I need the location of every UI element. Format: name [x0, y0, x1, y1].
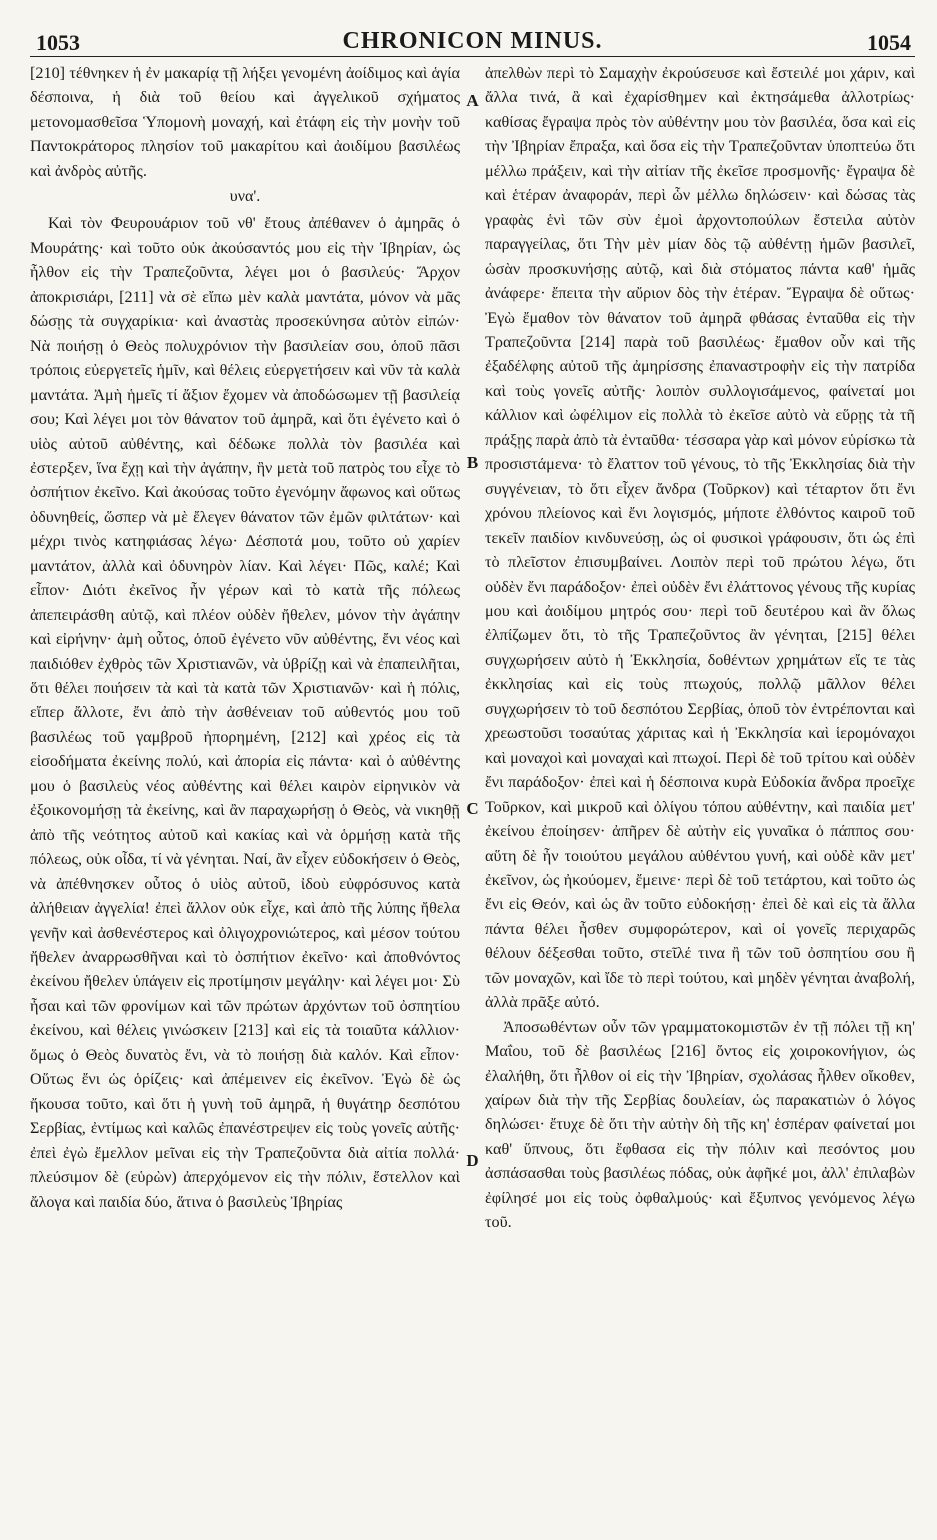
running-head: [30, 22, 915, 57]
right-column: [485, 61, 915, 1235]
section-number: υνα'.: [229, 188, 261, 206]
running-title: CHRONICON MINUS.: [342, 28, 603, 54]
paragraph: Ἀποσωθέντων οὖν τῶν γραμματοκομιστῶν ἐν τῇ πόλει τῇ κη' Μαΐου, τοῦ δὲ βασιλέως [216] ὄντος εἰς χοιροκονήγιον, ὡς ἐλαλήθη, ὅτι ἦλθον οἱ εἰς τὴν Ἰβηρίαν, σχολάσας ἦλθεν οἴκοθεν, χαίρων διὰ τὴν τῆς Σερβίας δουλείαν, ὡς παρακατιὼν ὁ λόγος δηλώσει· ἔτυχε δὲ ὅτι τὴν αὐτὴν δὴ τῆς κη' ἑσπέραν φαίνεταί μοι καθ' ὕπνους, ὅτι ἔφθασα εἰς τὴν πόλιν καὶ πεσόντος μου ἀσπάσασθαι τοὺς βασιλέως πόδας, οὐκ ἀφῆκέ μοι, ἀλλ' ἐπιλαβὼν ἐφίλησέ μοι εἰς τοὺς ὀφθαλμούς· καὶ ἔξυπνος γενόμενος λέγω τοῦ.: [485, 1017, 915, 1232]
margin-letter: C: [466, 799, 479, 818]
two-column-body: [30, 61, 915, 1235]
page-number-left: 1053: [36, 30, 80, 55]
margin-letter: B: [466, 453, 479, 472]
paragraph: [210] τέθνηκεν ἡ ἐν μακαρίᾳ τῇ λήξει γενομένη ἀοίδιμος καὶ ἁγία δέσποινα, ἡ διὰ τοῦ θείου καὶ ἀγγελικοῦ σχήματος μετονομασθεῖσα Ὑπομονὴ μοναχή, καὶ ἐτάφη εἰς τὴν μονὴν τοῦ Παντοκράτορος πλησίον τοῦ μακαρίτου καὶ ἀοιδίμου βασιλέως καὶ ἀνδρὸς αὐτῆς.: [30, 64, 460, 180]
left-column: [30, 61, 460, 1235]
paragraph: ἀπελθὼν περὶ τὸ Σαμαχὴν ἐκρούσευσε καὶ ἔστειλέ μοι χάριν, καὶ ἄλλα τινά, ἃ καὶ ἐχαρίσθημεν καὶ ἐκτησάμεθα ἀλλοτρίως· καθίσας ἔγραψα πρὸς τὸν αὐθέντην μου τὸν βασιλέα, ὅσα καὶ εἰς τὴν Ἰβηρίαν ἔπραξα, καὶ ὅσα εἰς τὴν Τραπεζοῦνταν ὑποπτεύω ὅτι μέλλω πράξειν, καὶ τὴν αἰτίαν τῆς ἐκεῖσε προσμονῆς· ἔγραψα δὲ καὶ ἑτέραν ἀναφοράν, περὶ ὧν μέλλω δηλώσειν· καὶ δώσας τὰς γραφὰς ἑνὶ τῶν σὺν ἐμοὶ ἀρχοντοπούλων ἔστειλα αὐτὸν παραγγείλας, ὅτι Τὴν μὲν μίαν δὸς τῷ αὐθέντῃ ἡμῶν βασιλεῖ, ὡσὰν προσκυνήσῃς αὐτῷ, καὶ διὰ στόματος πάντα καθ' ἡμᾶς ἀνάφερε· ἔπειτα τὴν αὔριον δὸς τὴν ἑτέραν. Ἔγραψα δὲ οὕτως· Ἐγὼ ἔμαθον τὸν θάνατον τοῦ ἀμηρᾶ φθάσας ἐνταῦθα εἰς τὴν Τραπεζοῦντα [214] παρὰ τοῦ βασιλέως· ἔμαθον οὖν καὶ τῆς ἐξαδέλφης αὐτοῦ τῆς ἀμηρίσσης ἐπαναστροφὴν εἰς τὴν πατρίδα καὶ τοὺς γονεῖς αὐτῆς· λοιπὸν συλλογισάμενος, φαίνεταί μοι κάλλιον καὶ ὠφέλιμον εἰς πολλὰ τὸ ἐκεῖσε αὐτὸ νὰ εὕρῃς τὰ τῆ πράξῃς παρὰ ἀπὸ τὰ ἐνταῦθα· τέσσαρα γὰρ καὶ μόνον εὑρίσκω τὰ προσιστάμενα· τὸ ἔλαττον τοῦ γένους, τὸ τῆς Ἐκκλησίας διὰ τὴν συγγένειαν, τὸ ὅτι εἶχεν ἄνδρα (Τοῦρκον) καὶ τέταρτον ὅτι ἔνι χρόνου πλείονος καὶ ἔνι λογισμός, μήποτε ἐλθόντος καιροῦ τοῦ τεκεῖν παιδίον κινδυνεύσῃ, ὡς οἱ φυσικοὶ γράφουσιν, ὅτι ὡς ἐπὶ τὸ πλεῖστον ἐπισυμβαίνει. Λοιπὸν περὶ τοῦ πρώτου λέγω, ὅτι οὐδὲν ἔνι παράδοξον· ἐπεὶ οὐδὲν ἔνι ἐλάττονος γένους τῆς κυρίας μου καὶ ἀοιδίμου μητρός σου· περὶ τοῦ δευτέρου καὶ ἂν ὅλως ἐλπίζωμεν ὅτι, τὸ τῆς Τραπεζοῦντος ἂν γένηται, [215] θέλει συγχωρήσειν αὐτὸ ἡ Ἐκκλησία, δοθέντων χρημάτων εἴς τε τὰς ἐκκλησίας καὶ εἰς τοὺς πτωχούς, πολλῷ μᾶλλον θέλει συγχωρήσειν τὸ τοῦ δεσπότου Σερβίας, ὁποῦ τὸν ἐντρέπονται καὶ χρεωστοῦσι τοσαύτας χάριτας καὶ ἡ Ἐκκλησία καὶ ἱερομόναχοι καὶ μοναχοὶ καὶ μοναχαὶ καὶ πτωχοί. Περὶ δὲ τοῦ τρίτου καὶ οὐδὲν ἔνι παράδοξον· ἐπεὶ καὶ ἡ δέσποινα κυρὰ Εὐδοκία ἄνδρα προεῖχε Τοῦρκον, καὶ μικροῦ καὶ ὀλίγου τόπου αὐθέντην, καὶ παιδία μετ' ἐκείνου ἐποίησεν· ἀπῆρεν δὲ αὐτὴν εἰς γυναῖκα ὁ πάππος σου· αὕτη δὲ ἦν τοιούτου μεγάλου αὐθέντου γυνή, καὶ οὐδὲ κἂν μετ' ἐκεῖνον, ὡς ἠκούομεν, ἔμεινε· περὶ δὲ τοῦ τετάρτου, καὶ τοῦτο ὡς ἔνι εἰς Θεόν, καὶ ὡς ἂν τοῦτο εὐδοκήσῃ· ἐπεὶ δὲ καὶ εἰς τὰ ἄλλα πάντα θέλει ἦσθεν συμφορώτερον, καὶ οἱ γονεῖς περιχαρῶς θέλουν δέξεσθαι τοῦτο, στεῖλέ τινα ἢ τῶν τοῦ ὀσπητίου σου ἢ τῶν μοναχῶν, καὶ ἴδε τὸ περὶ τούτου, καὶ μηδὲν γένηται ἀναβολή, ἀλλὰ πρᾶξε αὐτό.: [485, 64, 915, 1012]
margin-letter: A: [466, 91, 479, 110]
paragraph: Καὶ τὸν Φευρουάριον τοῦ νθ' ἔτους ἀπέθανεν ὁ ἀμηρᾶς ὁ Μουράτης· καὶ τοῦτο οὐκ ἀκούσαντός μου εἰς τὴν Ἰβηρίαν, ὡς ἦλθον εἰς τὴν Τραπεζοῦντα, λέγει μοι ὁ βασιλεύς· Ἄρχον ἀποκρισιάρι, [211] νὰ σὲ εἴπω μὲν καλὰ μαντάτα, μόνον νὰ μᾶς δώσῃς τὰ συγχαρίκια· καὶ ἀναστὰς προσεκύνησα αὐτὸν εἰπών· Νὰ ποιήσῃ ὁ Θεὸς πολυχρόνιον τὴν βασιλείαν σου, ὁποῦ πᾶσι τρόποις εὐεργετεῖς ἡμῖν, καὶ θέλεις εὐεργετήσειν καὶ νῦν τὰ καλὰ μαντάτα. Ἀμὴ ἡμεῖς τί ἄξιον ἔχομεν νὰ ἀποδώσωμεν τῇ βασιλείᾳ σου; Καὶ λέγει μοι τὸν θάνατον τοῦ ἀμηρᾶ, καὶ ὅτι ἐγένετο καὶ ὁ υἱὸς αὐτοῦ αὐθέντης, καὶ δέδωκε πολλὰ τὸν βασιλέα καὶ ἐστερξεν, ἵνα ἔχῃ καὶ τὴν ἀγάπην, ἣν μετὰ τοῦ πατρὸς του εἶχε τὸ ὀσπήτιον ἐκεῖνο. Καὶ ἀκούσας τοῦτο ἐγενόμην ἄφωνος καὶ οὕτως ὀδυνηθείς, ὥσπερ νὰ μὲ ἔλεγεν θάνατον τῶν ἐμῶν φιλτάτων· καὶ μέχρι τινὸς κατηφιάσας λέγω· Δέσποτά μου, τοῦτο οὐ χαρίεν μαντάτον, ἀλλὰ καὶ ὀδυνηρὸν λίαν. Καὶ λέγει· Πῶς, καλέ; Καὶ εἶπον· Διότι ἐκεῖνος ἦν γέρων καὶ τὸ κατὰ τῆς πόλεως ἀπεπειράσθη αὐτῷ, καὶ πλέον οὐδὲν ἤθελεν, μόνον τὴν ἀγάπην καὶ εἰρήνην· ἀμὴ οὗτος, ὁποῦ ἐγένετο νῦν αὐθέντης, ἔνι νέος καὶ παιδιόθεν ἐχθρὸς τῶν Χριστιανῶν, νὰ ὑβρίζῃ καὶ νὰ ἐπαπειλῆται, ὅτι θέλει ποιήσειν τὰ καὶ τὰ κατὰ τῶν Χριστιανῶν· καὶ ἡ πόλις, εἴπερ ἄλλοτε, ἔνι ἀπὸ τὴν ἀσθένειαν τοῦ αὐθεντός μου τοῦ βασιλέως τοῦ γαμβροῦ ἠπορημένη, [212] καὶ χρέος εἰς τὰ εἰσοδήματα ἐκείνης πολύ, καὶ ἀπορία εἰς πάντα· καὶ ὁ αὐθέντης μου ὁ βασιλεὺς νέος αὐθέντης καὶ θέλει καιρὸν εἰρηνικὸν νὰ ἐξοικονομήσῃ τὰ ἐκείνης, καὶ ἂν παραχωρήσῃ ὁ Θεὸς, νὰ νικηθῇ ἀπὸ τῆς νεότητος αὐτοῦ καὶ κακίας καὶ νὰ ὁρμήσῃ κατὰ τῆς πόλεως, οὐκ οἶδα, τί νὰ γένηται. Ναί, ἂν εἶχεν εὐδοκήσειν ὁ Θεὸς, νὰ ἀπέθνησκεν οὗτος ὁ υἱὸς αὐτοῦ, ἰδοὺ εὐφρόσυνος κατὰ ἀλήθειαν ἀγγελία! ἐπεὶ ἄλλον οὐκ εἶχε, καὶ ἀπὸ τῆς λύπης ἤθελα γενῆν καὶ ἀσθενέστερος καὶ ὀλιγοχρονιώτερος, καὶ μέσον τούτου ἤθελεν ἀναρρωσθῆναι καὶ τὸ ὀσπήτιον ἐκεῖνο· καὶ ἀποθνόντος ἐκείνου ἤθελεν ὑπάγειν εἰς προτίμησιν μεγάλην· καὶ λέγει μοι· Σὺ ἦσαι καὶ τῶν φρονίμων καὶ τῶν πρώτων ἀρχόντων τοῦ ὀσπητίου ἐκείνου, καὶ θέλεις γινώσκειν [213] καὶ εἰς τὰ τοιαῦτα κάλλιον· ὅμως ὁ Θεὸς δυνατὸς ἔνι, νὰ τὸ ποιήσῃ διὰ καλόν. Καὶ εἶπον· Οὕτως ἔνι ὡς ὁρίζεις· καὶ ἀπέμεινεν εἰς ἐκεῖνον. Ἐγὼ δὲ ὡς ἤκουσα τοῦτο, καὶ ὅτι ἡ γυνὴ τοῦ ἀμηρᾶ, ἡ θυγάτηρ δεσπότου Σερβίας, ἐντίμως καὶ καλῶς ἐπανέστρεψεν εἰς τοὺς γονεῖς αὐτῆς· ἐπεὶ ἐγὼ ἔμελλον μεῖναι εἰς τὴν Τραπεζοῦντα διὰ αἰτία πολλά· πλεύσιμον δὲ (εὑρὼν) ἀπερχόμενον εἰς τὴν πόλιν, ἔστελλον καὶ ἄλογα καὶ παιδία δύο, ἅτινα ὁ βασιλεὺς Ἰβηρίας: [30, 214, 460, 1211]
page-number-right: 1054: [867, 30, 911, 55]
margin-letter: D: [466, 1151, 479, 1170]
